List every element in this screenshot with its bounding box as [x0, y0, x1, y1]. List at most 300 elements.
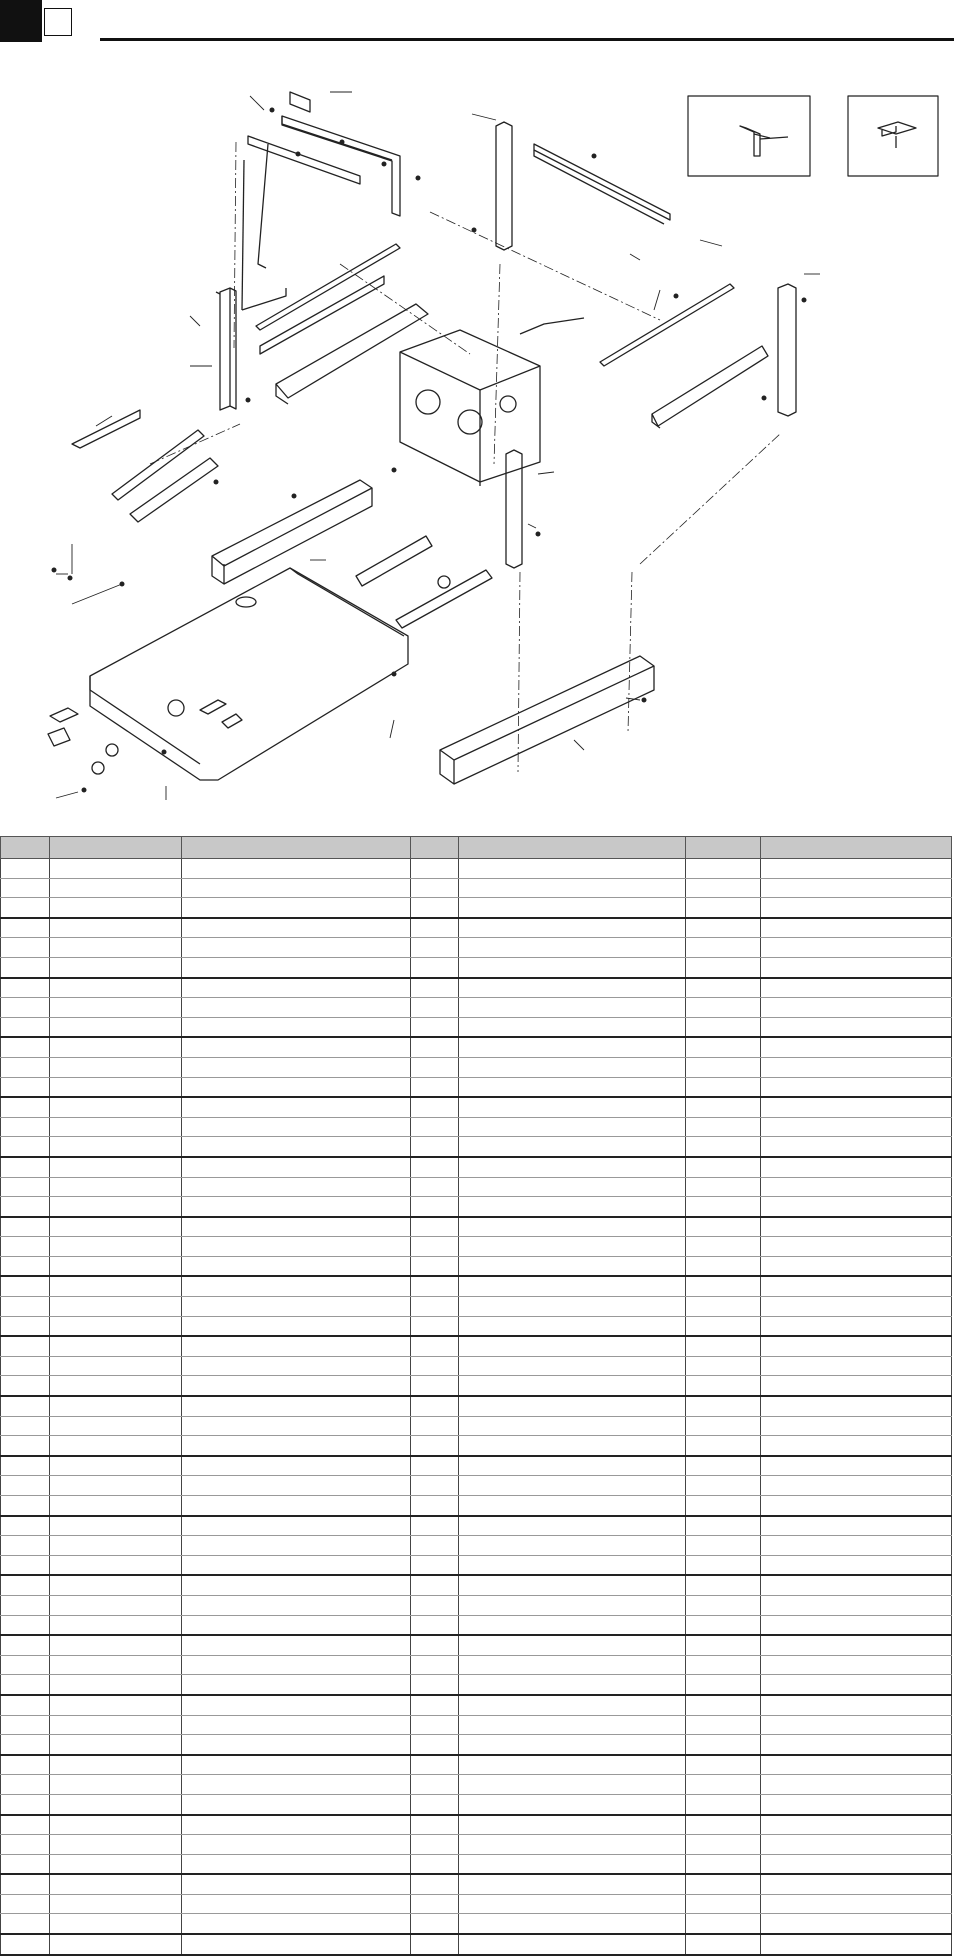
table-cell — [182, 1476, 411, 1496]
table-cell — [459, 1675, 686, 1695]
table-cell — [182, 1117, 411, 1137]
table-cell — [411, 1894, 459, 1914]
table-cell — [182, 1575, 411, 1595]
table-cell — [686, 1017, 761, 1037]
col-header-5 — [459, 837, 686, 859]
fastener-dots — [52, 108, 807, 793]
table-cell — [459, 1416, 686, 1436]
table-cell — [686, 1396, 761, 1416]
table-cell — [50, 1635, 182, 1655]
table-cell — [182, 998, 411, 1018]
table-cell — [1, 1376, 50, 1396]
table-cell — [459, 1615, 686, 1635]
table-row — [1, 1276, 952, 1296]
table-cell — [459, 1077, 686, 1097]
table-cell — [1, 1476, 50, 1496]
table-cell — [459, 998, 686, 1018]
table-cell — [411, 1256, 459, 1276]
table-row — [1, 1755, 952, 1775]
table-cell — [686, 1496, 761, 1516]
table-cell — [1, 1117, 50, 1137]
table-cell — [411, 878, 459, 898]
table-row — [1, 1695, 952, 1715]
table-cell — [1, 1775, 50, 1795]
table-cell — [182, 978, 411, 998]
table-row — [1, 1396, 952, 1416]
table-cell — [1, 898, 50, 918]
table-cell — [1, 1516, 50, 1536]
table-cell — [459, 1536, 686, 1556]
table-cell — [182, 1077, 411, 1097]
table-row — [1, 1097, 952, 1117]
table-cell — [182, 1595, 411, 1615]
table-row — [1, 1715, 952, 1735]
table-cell — [50, 1256, 182, 1276]
table-row — [1, 1217, 952, 1237]
table-cell — [50, 1217, 182, 1237]
table-cell — [182, 1794, 411, 1814]
table-cell — [1, 1396, 50, 1416]
table-cell — [459, 1137, 686, 1157]
table-cell — [411, 1077, 459, 1097]
table-cell — [50, 1595, 182, 1615]
table-cell — [761, 938, 952, 958]
table-row — [1, 1516, 952, 1536]
table-cell — [686, 1416, 761, 1436]
table-cell — [1, 1595, 50, 1615]
table-cell — [761, 998, 952, 1018]
table-cell — [686, 1276, 761, 1296]
table-cell — [182, 1057, 411, 1077]
table-cell — [182, 1256, 411, 1276]
table-cell — [761, 1496, 952, 1516]
table-cell — [411, 859, 459, 879]
table-cell — [50, 1336, 182, 1356]
table-cell — [459, 1017, 686, 1037]
table-cell — [1, 1894, 50, 1914]
table-cell — [182, 1715, 411, 1735]
table-cell — [686, 978, 761, 998]
table-cell — [761, 978, 952, 998]
table-cell — [686, 1695, 761, 1715]
header-rule — [100, 38, 954, 41]
table-cell — [1, 1755, 50, 1775]
table-cell — [182, 1615, 411, 1635]
table-row — [1, 1456, 952, 1476]
table-cell — [686, 1197, 761, 1217]
table-cell — [761, 1516, 952, 1536]
table-row — [1, 1476, 952, 1496]
table-row — [1, 1416, 952, 1436]
table-cell — [50, 1655, 182, 1675]
table-cell — [459, 1794, 686, 1814]
table-cell — [50, 1316, 182, 1336]
table-cell — [761, 878, 952, 898]
table-cell — [761, 1635, 952, 1655]
table-cell — [761, 1894, 952, 1914]
right-upper-rail — [534, 144, 670, 224]
table-row — [1, 1077, 952, 1097]
table-cell — [761, 1874, 952, 1894]
table-cell — [459, 1057, 686, 1077]
table-cell — [182, 1675, 411, 1695]
left-gusset-brackets — [72, 410, 218, 522]
bottom-right-long-rail — [440, 656, 654, 784]
table-cell — [182, 1755, 411, 1775]
table-cell — [411, 1655, 459, 1675]
table-cell — [1, 1635, 50, 1655]
table-cell — [182, 1894, 411, 1914]
table-cell — [1, 938, 50, 958]
table-cell — [411, 1117, 459, 1137]
table-cell — [182, 1237, 411, 1257]
table-cell — [411, 1595, 459, 1615]
table-cell — [411, 1675, 459, 1695]
table-cell — [686, 859, 761, 879]
table-cell — [686, 938, 761, 958]
table-cell — [50, 1794, 182, 1814]
table-cell — [1, 1256, 50, 1276]
table-cell — [761, 1794, 952, 1814]
table-cell — [761, 1077, 952, 1097]
table-cell — [411, 1874, 459, 1894]
table-cell — [1, 1237, 50, 1257]
table-cell — [459, 1197, 686, 1217]
table-row — [1, 1575, 952, 1595]
table-cell — [761, 1476, 952, 1496]
table-cell — [761, 1555, 952, 1575]
table-cell — [761, 1934, 952, 1955]
table-cell — [50, 1077, 182, 1097]
table-cell — [182, 957, 411, 977]
upper-rear-frame — [242, 92, 400, 310]
table-row — [1, 1037, 952, 1057]
table-cell — [50, 1874, 182, 1894]
table-cell — [50, 859, 182, 879]
table-cell — [411, 1177, 459, 1197]
table-cell — [761, 1017, 952, 1037]
table-cell — [1, 1854, 50, 1874]
table-cell — [411, 898, 459, 918]
table-row — [1, 878, 952, 898]
table-cell — [182, 1835, 411, 1855]
table-cell — [459, 1316, 686, 1336]
table-cell — [411, 1635, 459, 1655]
table-cell — [686, 1715, 761, 1735]
table-cell — [761, 1914, 952, 1934]
table-cell — [686, 1835, 761, 1855]
right-side-rails — [600, 284, 768, 428]
table-cell — [50, 1775, 182, 1795]
table-cell — [761, 1157, 952, 1177]
table-cell — [761, 1695, 952, 1715]
table-row — [1, 1256, 952, 1276]
chain-lines — [150, 142, 780, 772]
table-cell — [411, 1934, 459, 1955]
table-cell — [459, 1516, 686, 1536]
table-cell — [686, 1934, 761, 1955]
table-cell — [459, 1456, 686, 1476]
table-row — [1, 1237, 952, 1257]
table-cell — [411, 1794, 459, 1814]
table-cell — [411, 1436, 459, 1456]
table-row — [1, 1177, 952, 1197]
table-cell — [686, 1575, 761, 1595]
table-cell — [50, 918, 182, 938]
table-cell — [459, 1436, 686, 1456]
table-cell — [761, 1256, 952, 1276]
table-cell — [50, 1137, 182, 1157]
table-cell — [686, 998, 761, 1018]
table-cell — [459, 957, 686, 977]
table-cell — [1, 1037, 50, 1057]
table-cell — [182, 1516, 411, 1536]
table-cell — [182, 1934, 411, 1955]
table-cell — [50, 1436, 182, 1456]
table-cell — [459, 918, 686, 938]
table-cell — [411, 918, 459, 938]
table-cell — [411, 1237, 459, 1257]
table-cell — [686, 1755, 761, 1775]
base-tray — [90, 568, 408, 780]
table-cell — [182, 1456, 411, 1476]
table-cell — [50, 1297, 182, 1317]
control-box-housing — [400, 318, 584, 486]
col-header-4 — [411, 837, 459, 859]
table-cell — [1, 1835, 50, 1855]
table-cell — [761, 1057, 952, 1077]
table-cell — [50, 1356, 182, 1376]
table-cell — [761, 1117, 952, 1137]
table-cell — [686, 1894, 761, 1914]
parts-table-body — [1, 859, 952, 1955]
table-cell — [411, 1396, 459, 1416]
table-cell — [1, 1715, 50, 1735]
table-cell — [761, 1655, 952, 1675]
table-cell — [459, 1276, 686, 1296]
table-cell — [50, 1197, 182, 1217]
table-cell — [459, 1635, 686, 1655]
table-cell — [182, 1037, 411, 1057]
table-cell — [1, 1655, 50, 1675]
col-header-3 — [182, 837, 411, 859]
table-cell — [1, 1675, 50, 1695]
table-cell — [686, 1137, 761, 1157]
table-cell — [686, 1217, 761, 1237]
table-cell — [182, 1376, 411, 1396]
table-cell — [50, 1835, 182, 1855]
table-cell — [459, 1496, 686, 1516]
center-small-brackets — [356, 536, 492, 628]
table-cell — [50, 1396, 182, 1416]
table-cell — [182, 878, 411, 898]
table-cell — [459, 1297, 686, 1317]
table-cell — [686, 878, 761, 898]
table-cell — [50, 1177, 182, 1197]
table-cell — [50, 1914, 182, 1934]
table-cell — [459, 1775, 686, 1795]
table-cell — [686, 1037, 761, 1057]
table-cell — [686, 1854, 761, 1874]
table-cell — [686, 1555, 761, 1575]
table-cell — [182, 1655, 411, 1675]
table-cell — [761, 1575, 952, 1595]
table-cell — [459, 1356, 686, 1376]
table-cell — [411, 1496, 459, 1516]
table-cell — [1, 1316, 50, 1336]
table-row — [1, 1356, 952, 1376]
table-row — [1, 1854, 952, 1874]
table-cell — [1, 1815, 50, 1835]
table-row — [1, 1157, 952, 1177]
table-cell — [182, 1555, 411, 1575]
table-cell — [761, 1297, 952, 1317]
table-cell — [459, 1735, 686, 1755]
table-cell — [459, 898, 686, 918]
table-cell — [1, 1735, 50, 1755]
table-cell — [1, 1496, 50, 1516]
table-cell — [686, 1655, 761, 1675]
table-cell — [411, 938, 459, 958]
table-row — [1, 1017, 952, 1037]
table-cell — [1, 1416, 50, 1436]
table-cell — [50, 1715, 182, 1735]
table-cell — [459, 1555, 686, 1575]
table-cell — [686, 1057, 761, 1077]
table-cell — [411, 1555, 459, 1575]
table-cell — [1, 1137, 50, 1157]
table-cell — [50, 1894, 182, 1914]
parts-table-header-row — [1, 837, 952, 859]
table-cell — [459, 1595, 686, 1615]
table-cell — [182, 1914, 411, 1934]
table-cell — [411, 1316, 459, 1336]
table-cell — [50, 1675, 182, 1695]
table-cell — [686, 1775, 761, 1795]
table-cell — [459, 1157, 686, 1177]
table-cell — [459, 1715, 686, 1735]
table-cell — [1, 1615, 50, 1635]
table-cell — [182, 1396, 411, 1416]
table-cell — [686, 1675, 761, 1695]
table-cell — [411, 1835, 459, 1855]
table-cell — [411, 1276, 459, 1296]
table-cell — [761, 1197, 952, 1217]
table-cell — [50, 1376, 182, 1396]
table-cell — [50, 1476, 182, 1496]
table-cell — [182, 1695, 411, 1715]
table-cell — [1, 998, 50, 1018]
table-cell — [182, 1097, 411, 1117]
table-cell — [459, 1914, 686, 1934]
table-cell — [182, 1177, 411, 1197]
inset-box-right — [848, 96, 938, 176]
center-rear-post — [496, 122, 512, 250]
table-cell — [182, 1157, 411, 1177]
table-cell — [50, 978, 182, 998]
table-row — [1, 1297, 952, 1317]
parts-list-table — [0, 836, 952, 1956]
table-cell — [411, 1854, 459, 1874]
table-cell — [1, 1536, 50, 1556]
table-cell — [459, 1854, 686, 1874]
table-cell — [761, 1436, 952, 1456]
table-cell — [459, 859, 686, 879]
table-row — [1, 1655, 952, 1675]
table-cell — [761, 1137, 952, 1157]
table-cell — [411, 1416, 459, 1436]
table-cell — [182, 918, 411, 938]
table-cell — [459, 1575, 686, 1595]
table-cell — [686, 1476, 761, 1496]
table-cell — [182, 938, 411, 958]
table-cell — [686, 1874, 761, 1894]
table-cell — [761, 1815, 952, 1835]
table-cell — [411, 1297, 459, 1317]
table-row — [1, 1914, 952, 1934]
table-cell — [50, 1456, 182, 1476]
table-cell — [459, 1835, 686, 1855]
table-cell — [1, 1874, 50, 1894]
table-cell — [50, 898, 182, 918]
table-cell — [50, 1934, 182, 1955]
table-cell — [411, 1137, 459, 1157]
table-row — [1, 1376, 952, 1396]
table-cell — [686, 1336, 761, 1356]
table-cell — [411, 1197, 459, 1217]
table-cell — [50, 1615, 182, 1635]
section-tab-black — [0, 0, 42, 42]
table-cell — [761, 1396, 952, 1416]
table-cell — [182, 1356, 411, 1376]
center-front-post — [506, 450, 522, 568]
table-cell — [411, 1575, 459, 1595]
table-row — [1, 1496, 952, 1516]
table-cell — [459, 1376, 686, 1396]
table-cell — [459, 1655, 686, 1675]
table-cell — [50, 1496, 182, 1516]
table-row — [1, 898, 952, 918]
table-cell — [411, 1376, 459, 1396]
exploded-assembly-drawing — [0, 44, 954, 824]
table-cell — [686, 1237, 761, 1257]
table-cell — [50, 878, 182, 898]
table-cell — [686, 1456, 761, 1476]
table-cell — [182, 1336, 411, 1356]
table-row — [1, 1197, 952, 1217]
table-row — [1, 1735, 952, 1755]
table-row — [1, 859, 952, 879]
table-cell — [182, 898, 411, 918]
table-cell — [411, 1815, 459, 1835]
table-cell — [50, 957, 182, 977]
table-cell — [411, 1735, 459, 1755]
table-row — [1, 918, 952, 938]
table-cell — [182, 1217, 411, 1237]
table-cell — [686, 1097, 761, 1117]
table-cell — [761, 1536, 952, 1556]
table-cell — [1, 1934, 50, 1955]
table-cell — [686, 1376, 761, 1396]
table-cell — [686, 1794, 761, 1814]
table-cell — [411, 1157, 459, 1177]
table-cell — [459, 978, 686, 998]
table-cell — [411, 1336, 459, 1356]
table-cell — [459, 1396, 686, 1416]
table-cell — [686, 1117, 761, 1137]
table-cell — [1, 918, 50, 938]
table-cell — [182, 859, 411, 879]
